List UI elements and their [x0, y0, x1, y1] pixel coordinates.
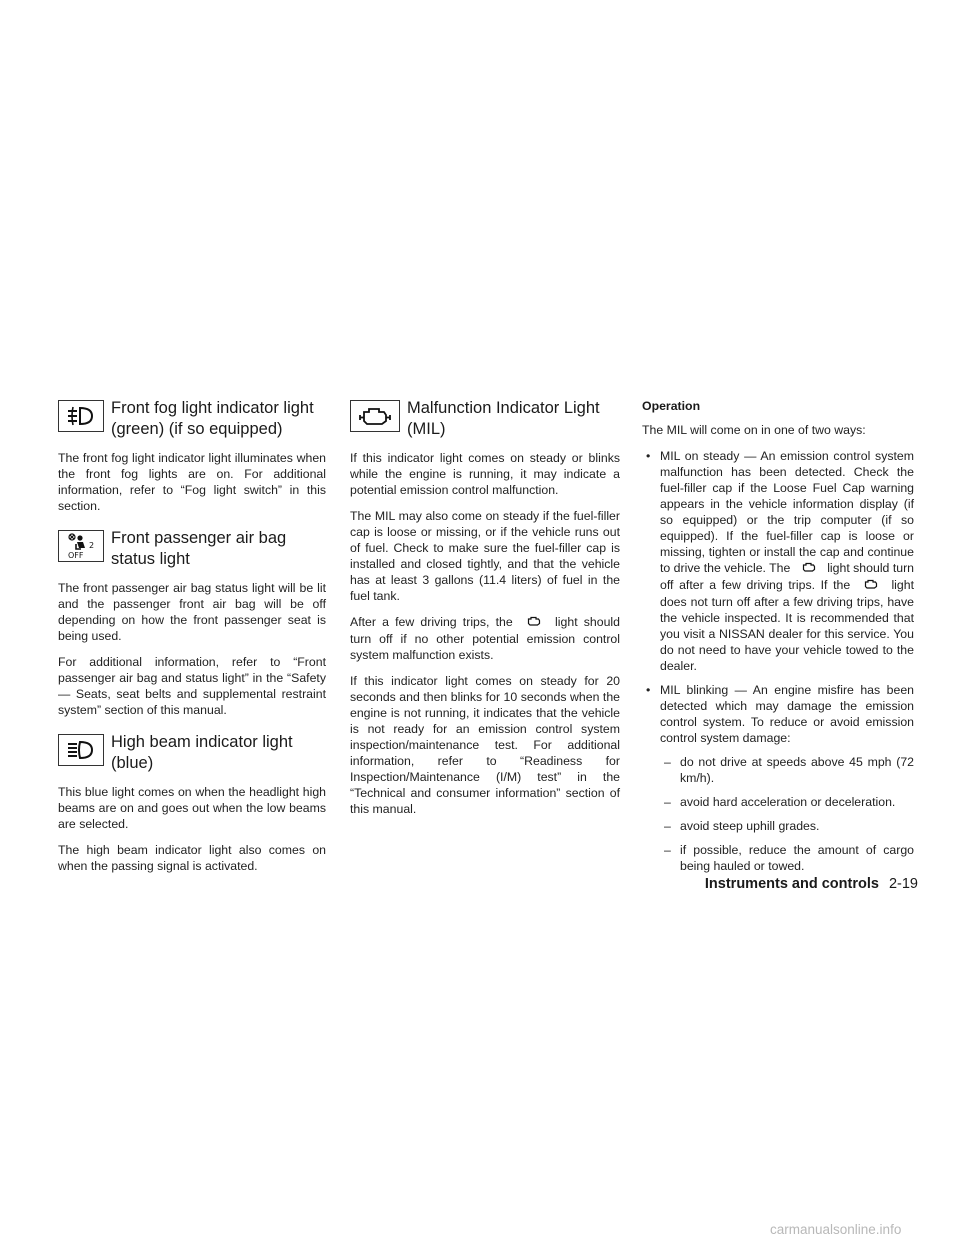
dash-marker: –	[664, 819, 671, 833]
mil-text-4: If this indicator light comes on steady for 20 seconds and then blinks for 10 seconds when the engine is not running, it indicates that the vehicle is not ready for an emission control system inspection/maintenance test. For additional information, refer to “Readiness for Inspection/Maintenance (I/M) test” in the “Technical and consumer information” section of this manual.	[350, 674, 620, 816]
engine-mil-inline-icon	[522, 615, 546, 631]
mil-steady-text-b: light should turn off after a few driving trips. If the	[660, 561, 915, 592]
dash-marker: –	[664, 755, 671, 769]
mil-text-3a: After a few driving trips, the	[350, 615, 513, 629]
mil-steady-text-a: MIL on steady — An emission control system malfunction has been detected. Check the fuel-filler cap if the Loose Fuel Cap warning appears in the vehicle information display (if so equipped) or the trip computer (if so equipped). If the fuel-filler cap is loose or missing, tighten or install the cap and continue to drive the vehicle. The	[660, 449, 914, 575]
mil-text-3	[350, 614, 620, 663]
airbag-title: Front passenger air bag status light	[111, 529, 287, 568]
dash-item-text: avoid hard acceleration or deceleration.	[680, 795, 896, 809]
mil-text-1: If this indicator light comes on steady or blinks while the engine is running, it may indicate a potential emission control malfunction.	[350, 451, 620, 497]
mil-header	[350, 398, 620, 440]
column-3	[642, 398, 914, 882]
high-beam-title: High beam indicator light (blue)	[111, 733, 293, 772]
engine-mil-inline-icon	[797, 561, 821, 577]
airbag-off-label: OFF	[68, 551, 84, 560]
fog-light-header	[58, 398, 326, 440]
dash-item-acceleration	[642, 794, 914, 810]
passenger-airbag-off-icon	[58, 530, 104, 562]
bullet-marker: •	[646, 449, 651, 463]
bullet-mil-steady	[642, 448, 914, 674]
airbag-header	[58, 528, 326, 570]
dash-item-speed	[642, 754, 914, 786]
mil-title: Malfunction Indicator Light (MIL)	[407, 399, 600, 438]
dash-item-cargo	[642, 842, 914, 874]
engine-mil-icon	[350, 400, 400, 432]
mil-blinking-text: MIL blinking — An engine misfire has been detected which may damage the emission control system. To reduce or avoid emission control system damage:	[660, 683, 914, 745]
high-beam-header	[58, 732, 326, 774]
mil-text-2: The MIL may also come on steady if the fuel-filler cap is loose or missing, or if the vehicle runs out of fuel. Check to make sure the fuel-filler cap is installed and closed tightly, and that the vehicle has at least 3 gallons (11.4 liters) of fuel in the fuel tank.	[350, 509, 620, 603]
engine-mil-inline-icon	[859, 578, 883, 594]
operation-heading: Operation	[642, 399, 701, 413]
footer-section-title: Instruments and controls	[704, 876, 879, 892]
fog-light-title: Front fog light indicator light (green) (if so equipped)	[111, 399, 314, 438]
dash-item-text: do not drive at speeds above 45 mph (72 km/h).	[680, 755, 914, 785]
bullet-marker: •	[646, 683, 651, 697]
footer-page-number: 2-19	[888, 876, 918, 892]
airbag-text-2: For additional information, refer to “Front passenger air bag and status light” in the “Safety — Seats, seat belts and supplemental restraint system” section of this manual.	[58, 655, 326, 717]
dash-marker: –	[664, 843, 671, 857]
dash-item-text: if possible, reduce the amount of cargo being hauled or towed.	[680, 843, 914, 873]
airbag-text-1: The front passenger air bag status light will be lit and the passenger front air bag will be off depending on how the front passenger seat is being used.	[58, 581, 326, 643]
bullet-mil-blinking	[642, 682, 914, 746]
dash-marker: –	[664, 795, 671, 809]
mil-text-3b: light should turn off if no other potential emission control system malfunction exists.	[350, 615, 621, 662]
column-2	[350, 398, 620, 827]
mil-steady-text-c: light does not turn off after a few driving trips, have the vehicle inspected. It is recommended that you visit a NISSAN dealer for this service. You do not need to have your vehicle towed to the dealer.	[660, 578, 914, 673]
fog-light-text: The front fog light indicator light illuminates when the front fog lights are on. For additional information, refer to “Fog light switch” in this section.	[58, 451, 326, 513]
dash-item-grades	[642, 818, 914, 834]
dash-item-text: avoid steep uphill grades.	[680, 819, 820, 833]
high-beam-text-2: The high beam indicator light also comes on when the passing signal is activated.	[58, 843, 326, 873]
front-fog-light-icon	[58, 400, 104, 432]
high-beam-icon	[58, 734, 104, 766]
high-beam-text-1: This blue light comes on when the headlight high beams are on and goes out when the low beams are selected.	[58, 785, 326, 831]
watermark: carmanualsonline.info	[770, 1222, 902, 1237]
page-footer	[705, 876, 918, 892]
svg-text:2: 2	[89, 541, 95, 550]
operation-intro: The MIL will come on in one of two ways:	[642, 423, 866, 437]
column-1	[58, 398, 326, 884]
